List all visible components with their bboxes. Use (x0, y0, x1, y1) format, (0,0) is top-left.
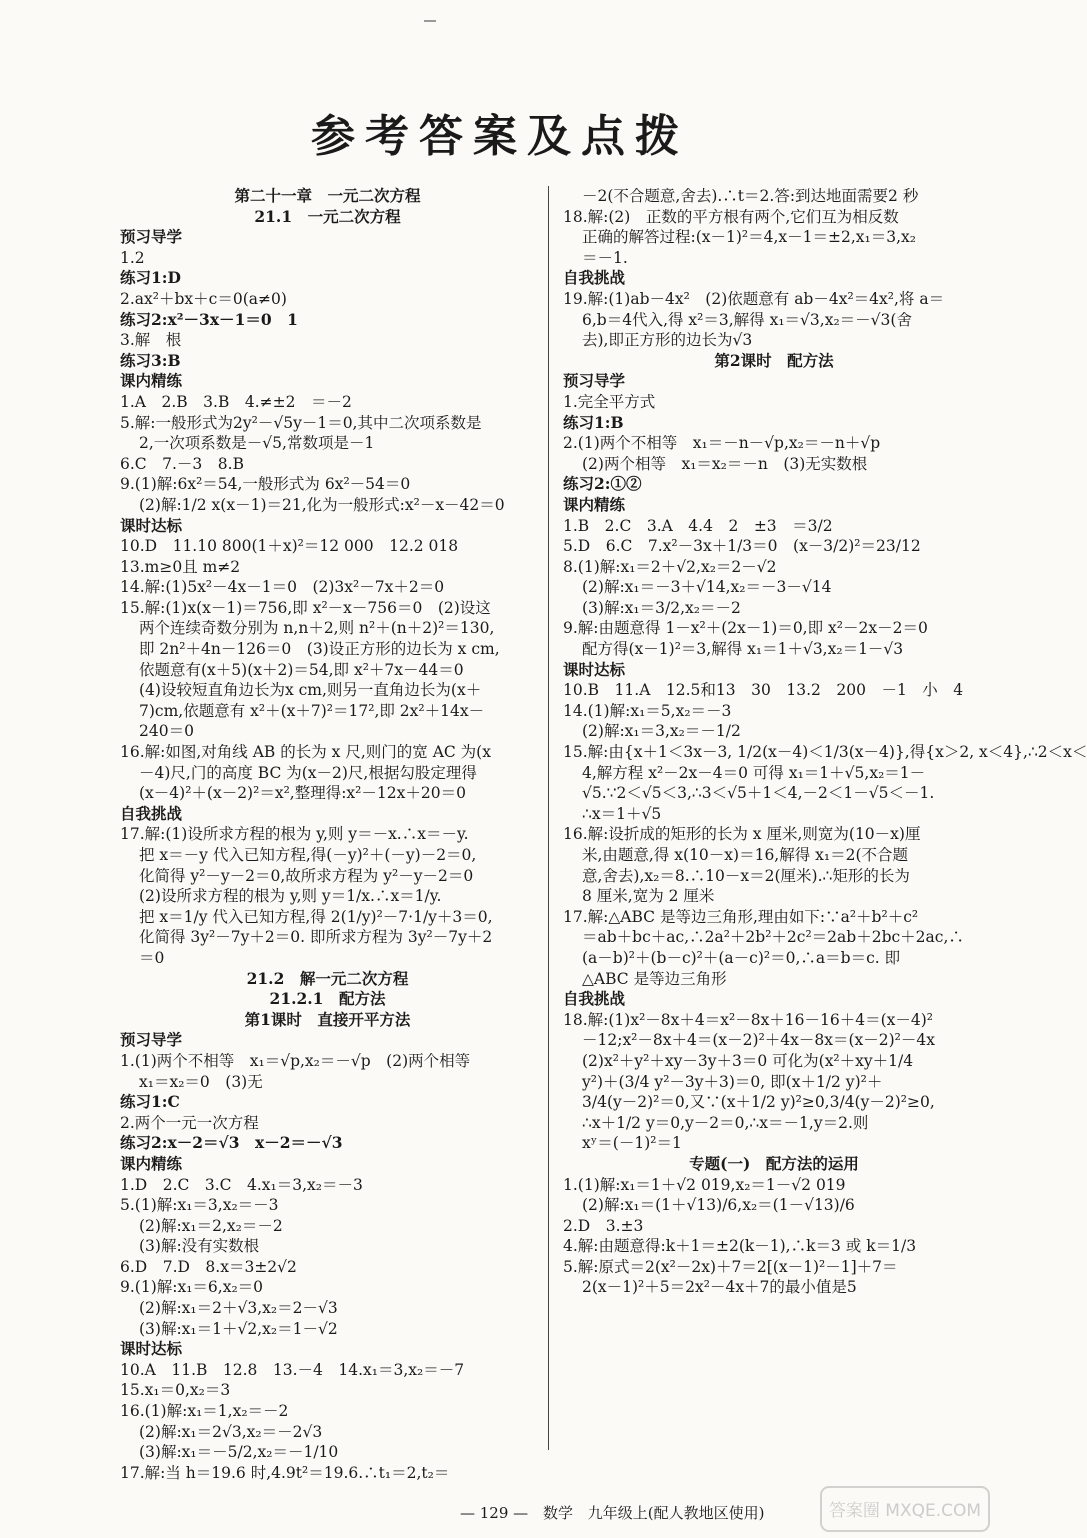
right-answer-line: 课内精练 (563, 494, 626, 514)
left-answer-line: 9.(1)解:6x²＝54,一般形式为 6x²－54＝0 (120, 475, 411, 494)
right-answer-line: 3/4(y－2)²＝0,又∵(x＋1/2 y)²≥0,3/4(y－2)²≥0, (582, 1093, 935, 1112)
left-answer-line: 15.x₁＝0,x₂＝3 (120, 1381, 231, 1400)
right-answer-line: √5.∵2＜√5＜3,∴3＜√5＋1＜4,－2＜1－√5＜－1. (582, 784, 935, 803)
right-answer-line: 2(x－1)²＋5＝2x²－4x＋7的最小值是5 (582, 1278, 857, 1297)
left-answer-line: 10.A 11.B 12.8 13.－4 14.x₁＝3,x₂＝－7 (120, 1360, 465, 1379)
top-mark (424, 20, 436, 22)
right-answer-line: 5.解:原式＝2(x²－2x)＋7＝2[(x－1)²－1]＋7＝ (563, 1257, 898, 1276)
left-answer-line: 2.ax²＋bx＋c＝0(a≠0) (120, 289, 287, 308)
right-answer-line: －12;x²－8x＋4＝(x－2)²＋4x－8x＝(x－2)²－4x (582, 1031, 935, 1050)
right-answer-line: (3)解:x₁＝3/2,x₂＝－2 (582, 598, 741, 617)
page-number: — 129 — (460, 1504, 529, 1522)
page-title: 参考答案及点拨 (311, 111, 689, 162)
left-column (120, 186, 535, 1483)
left-answer-line: (2)解:1/2 x(x－1)＝21,化为一般形式:x²－x－42＝0 (139, 495, 505, 514)
watermark-logo (820, 1486, 990, 1532)
left-answer-line: 1.(1)两个不相等 x₁＝√p,x₂＝－√p (2)两个相等 (120, 1051, 471, 1070)
right-answer-line: 练习1:B (563, 412, 624, 432)
left-answer-line: 课时达标 (120, 515, 183, 535)
left-answer-line: 10.D 11.10 800(1＋x)²＝12 000 12.2 018 (120, 537, 459, 556)
right-answer-line: 17.解:△ABC 是等边三角形,理由如下:∵a²＋b²＋c² (563, 907, 919, 926)
left-answer-line: (3)解:x₁＝－5/2,x₂＝－1/10 (139, 1443, 339, 1462)
right-answer-line: (a－b)²＋(b－c)²＋(a－c)²＝0,∴a＝b＝c. 即 (582, 948, 901, 967)
left-answer-line: (3)解:x₁＝1＋√2,x₂＝1－√2 (139, 1319, 338, 1338)
left-answer-line: 依题意有(x＋5)(x＋2)＝54,即 x²＋7x－44＝0 (139, 660, 464, 679)
left-answer-line: 两个连续奇数分别为 n,n＋2,则 n²＋(n＋2)²＝130, (139, 619, 495, 638)
right-answer-line: 意,舍去),x₂＝8.∴10－x＝2(厘米).∴矩形的长为 (582, 866, 910, 885)
right-answer-line: 5.D 6.C 7.x²－3x＋1/3＝0 (x－3/2)²＝23/12 (563, 537, 921, 556)
left-answer-line: 15.解:(1)x(x－1)＝756,即 x²－x－756＝0 (2)设这 (120, 598, 491, 617)
left-answer-line: 即 2n²＋4n－126＝0 (3)设正方形的边长为 x cm, (139, 640, 500, 659)
right-answer-line: ＝－1. (582, 248, 628, 267)
right-answer-line: 自我挑战 (563, 989, 626, 1009)
left-answer-line: 6.C 7.－3 8.B (120, 454, 244, 473)
right-answer-line: 4,解方程 x²－2x－4＝0 可得 x₁＝1＋√5,x₂＝1－ (582, 763, 926, 782)
left-answer-line: 240＝0 (139, 722, 194, 741)
right-answer-line: 1.(1)解:x₁＝1＋√2 019,x₂＝1－√2 019 (563, 1175, 846, 1194)
right-answer-line: 练习2:①② (563, 474, 642, 494)
left-answer-line: (2)解:x₁＝2＋√3,x₂＝2－√3 (139, 1299, 338, 1318)
left-answer-line: (x－4)²＋(x－2)²＝x²,整理得:x²－12x＋20＝0 (139, 784, 466, 803)
column-divider (548, 186, 549, 1450)
left-answer-line: (4)设较短直角边长为x cm,则另一直角边长为(x＋ (139, 681, 482, 700)
page-footer (460, 1502, 774, 1523)
right-answer-line: 16.解:设折成的矩形的长为 x 厘米,则宽为(10－x)厘 (563, 825, 921, 844)
left-answer-line: 7)cm,依题意有 x²＋(x＋7)²＝17²,即 2x²＋14x－ (139, 701, 485, 720)
right-answer-line: 8 厘米,宽为 2 厘米 (582, 887, 715, 906)
left-answer-line: 第二十一章 一元二次方程 (234, 186, 421, 205)
left-answer-line: 1.2 (120, 248, 145, 267)
watermark-text: 答案圈 MXQE.COM (828, 1501, 982, 1521)
right-answer-line: ∴x＝1＋√5 (582, 804, 662, 823)
right-answer-line: 15.解:由{x＋1＜3x－3, 1/2(x－4)＜1/3(x－4)},得{x＞2, x＜4},∴2＜x＜ (563, 743, 1087, 762)
right-answer-line: 专题(一) 配方法的运用 (689, 1153, 859, 1173)
left-answer-line: 2,一次项系数是－√5,常数项是－1 (139, 434, 375, 453)
left-answer-line: 预习导学 (120, 1030, 183, 1050)
left-answer-line: ＝0 (139, 948, 165, 967)
left-answer-line: x₁＝x₂＝0 (3)无 (139, 1072, 263, 1091)
left-answer-line: 17.解:当 h＝19.6 时,4.9t²＝19.6.∴t₁＝2,t₂＝ (120, 1463, 450, 1482)
right-answer-line: 18.解:(2) 正数的平方根有两个,它们互为相反数 (563, 207, 899, 226)
left-answer-line: 把 x＝1/y 代入已知方程,得 2(1/y)²－7·1/y＋3＝0, (139, 907, 493, 926)
right-answer-line: 1.B 2.C 3.A 4.4 2 ±3 ＝3/2 (563, 516, 833, 535)
left-answer-line: 5.(1)解:x₁＝3,x₂＝－3 (120, 1196, 279, 1215)
left-answer-line: (3)解:没有实数根 (139, 1237, 260, 1256)
left-answer-line: 练习2:x－2＝√3 x－2＝－√3 (120, 1133, 343, 1153)
left-answer-line: 13.m≥0且 m≠2 (120, 557, 241, 576)
right-answer-line: 课时达标 (563, 659, 626, 679)
right-answer-line: －2(不合题意,舍去).∴t＝2.答:到达地面需要2 秒 (582, 187, 919, 205)
left-answer-line: 14.解:(1)5x²－4x－1＝0 (2)3x²－7x＋2＝0 (120, 578, 445, 597)
right-answer-line: 4.解:由题意得:k＋1＝±2(k－1),∴k＝3 或 k＝1/3 (563, 1237, 917, 1256)
left-answer-line: 化简得 3y²－7y＋2＝0. 即所求方程为 3y²－7y＋2 (139, 928, 493, 947)
right-answer-line: (2)解:x₁＝(1＋√13)/6,x₂＝(1－√13)/6 (582, 1196, 855, 1215)
left-answer-line: (2)解:x₁＝2√3,x₂＝－2√3 (139, 1422, 323, 1441)
left-answer-line: 自我挑战 (120, 803, 183, 823)
right-answer-line: 8.(1)解:x₁＝2＋√2,x₂＝2－√2 (563, 557, 777, 576)
left-answer-line: 21.1 一元二次方程 (254, 206, 401, 226)
right-answer-line: 2.D 3.±3 (563, 1216, 644, 1235)
right-answer-line: 19.解:(1)ab－4x² (2)依题意有 ab－4x²＝4x²,将 a＝ (563, 289, 945, 308)
right-answer-line: 第2课时 配方法 (714, 350, 834, 370)
left-answer-line: 练习1:C (120, 1092, 180, 1112)
left-answer-line: 1.A 2.B 3.B 4.≠±2 ＝－2 (120, 392, 352, 411)
left-answer-line: 16.(1)解:x₁＝1,x₂＝－2 (120, 1402, 289, 1421)
left-answer-line: 课内精练 (120, 1153, 183, 1173)
left-answer-line: 把 x＝－y 代入已知方程,得(－y)²＋(－y)－2＝0, (139, 846, 477, 864)
left-answer-line: 2.两个一元一次方程 (120, 1113, 259, 1132)
left-answer-line: (2)解:x₁＝2,x₂＝－2 (139, 1216, 283, 1235)
subject-label: 数学 (542, 1504, 573, 1522)
right-answer-line: 18.解:(1)x²－8x＋4＝x²－8x＋16－16＋4＝(x－4)² (563, 1010, 934, 1029)
left-answer-line: 5.解:一般形式为2y²－√5y－1＝0,其中二次项系数是 (120, 413, 482, 432)
left-answer-line: 16.解:如图,对角线 AB 的长为 x 尺,则门的宽 AC 为(x (120, 743, 491, 762)
right-answer-line: (2)x²＋y²＋xy－3y＋3＝0 可化为(x²＋xy＋1/4 (582, 1051, 914, 1070)
left-answer-line: 1.D 2.C 3.C 4.x₁＝3,x₂＝－3 (120, 1175, 363, 1194)
left-answer-line: 练习1:D (120, 268, 181, 288)
left-answer-line: 3.解 根 (120, 331, 182, 350)
right-answer-line: 10.B 11.A 12.5和13 30 13.2 200 －1 小 4 (563, 681, 964, 700)
right-answer-line: 1.完全平方式 (563, 392, 656, 411)
right-answer-line: 米,由题意,得 x(10－x)＝16,解得 x₁＝2(不合题 (582, 846, 909, 864)
right-answer-line: 2.(1)两个不相等 x₁＝－n－√p,x₂＝－n＋√p (563, 434, 881, 453)
left-answer-line: 练习2:x²－3x－1＝0 1 (120, 309, 298, 329)
right-answer-line: 预习导学 (563, 371, 626, 391)
right-answer-line: ∴x＋1/2 y＝0,y－2＝0,∴x＝－1,y＝2.则 (582, 1113, 869, 1132)
left-answer-line: 预习导学 (120, 227, 183, 247)
right-answer-line: 正确的解答过程:(x－1)²＝4,x－1＝±2,x₁＝3,x₂ (582, 228, 917, 247)
right-answer-line: 去),即正方形的边长为√3 (582, 331, 753, 350)
left-answer-line: 17.解:(1)设所求方程的根为 y,则 y＝－x.∴x＝－y. (120, 825, 469, 844)
right-column (563, 186, 1087, 1298)
right-answer-line: (2)解:x₁＝3,x₂＝－1/2 (582, 722, 741, 741)
left-answer-line: －4)尺,门的高度 BC 为(x－2)尺,根据勾股定理得 (139, 763, 477, 782)
right-answer-line: 自我挑战 (563, 268, 626, 288)
left-answer-line: 21.2 解一元二次方程 (246, 968, 409, 988)
left-answer-line: 21.2.1 配方法 (269, 989, 386, 1009)
right-answer-line: △ABC 是等边三角形 (582, 969, 727, 988)
right-answer-line: xʸ＝(－1)²＝1 (582, 1134, 682, 1153)
left-answer-line: 练习3:B (120, 350, 181, 370)
right-answer-line: 6,b＝4代入,得 x²＝3,解得 x₁＝√3,x₂＝－√3(舍 (582, 310, 912, 329)
right-answer-line: 配方得(x－1)²＝3,解得 x₁＝1＋√3,x₂＝1－√3 (582, 640, 904, 659)
right-answer-line: 9.解:由题意得 1－x²＋(2x－1)＝0,即 x²－2x－2＝0 (563, 619, 928, 638)
left-answer-line: 第1课时 直接开平方法 (244, 1009, 411, 1029)
right-answer-line: (2)解:x₁＝－3＋√14,x₂＝－3－√14 (582, 578, 832, 597)
right-answer-line: y²)＋(3/4 y²－3y＋3)＝0, 即(x＋1/2 y)²＋ (582, 1072, 883, 1091)
left-answer-line: 9.(1)解:x₁＝6,x₂＝0 (120, 1278, 264, 1297)
right-answer-line: 14.(1)解:x₁＝5,x₂＝－3 (563, 701, 732, 720)
left-answer-line: (2)设所求方程的根为 y,则 y＝1/x.∴x＝1/y. (139, 887, 442, 906)
left-answer-line: 化简得 y²－y－2＝0,故所求方程为 y²－y－2＝0 (139, 866, 474, 885)
right-answer-line: (2)两个相等 x₁＝x₂＝－n (3)无实数根 (582, 454, 868, 473)
left-answer-line: 课内精练 (120, 371, 183, 391)
left-answer-line: 6.D 7.D 8.x＝3±2√2 (120, 1257, 297, 1276)
grade-label: 九年级上(配人教地区使用) (587, 1504, 765, 1522)
left-answer-line: 课时达标 (120, 1339, 183, 1359)
right-answer-line: ＝ab＋bc＋ac,∴2a²＋2b²＋2c²＝2ab＋2bc＋2ac,∴ (582, 928, 964, 947)
